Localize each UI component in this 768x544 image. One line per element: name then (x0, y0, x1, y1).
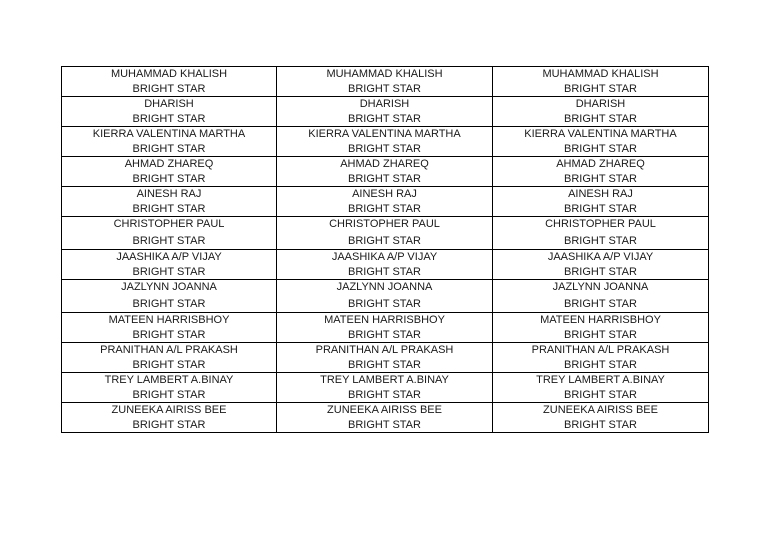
label-cell (493, 373, 709, 403)
award-title: BRIGHT STAR (564, 359, 637, 371)
student-name: MATEEN HARRISBHOY (108, 314, 230, 326)
award-title: BRIGHT STAR (132, 329, 206, 341)
label-cell (493, 157, 709, 187)
label-cell (493, 280, 709, 313)
student-name: CHRISTOPHER PAUL (545, 218, 656, 230)
student-name: AHMAD ZHAREQ (556, 158, 645, 170)
student-name: PRANITHAN A/L PRAKASH (531, 344, 670, 356)
award-title: BRIGHT STAR (348, 113, 421, 125)
award-title: BRIGHT STAR (348, 143, 421, 155)
label-cell (62, 373, 277, 403)
award-title: BRIGHT STAR (564, 329, 637, 341)
award-title: BRIGHT STAR (348, 83, 421, 95)
table-row (62, 127, 709, 157)
award-title: BRIGHT STAR (348, 359, 421, 371)
award-title: BRIGHT STAR (132, 143, 206, 155)
student-name: AHMAD ZHAREQ (340, 158, 429, 170)
table-row (62, 217, 709, 250)
student-name: JAASHIKA A/P VIJAY (547, 251, 654, 263)
label-cell (493, 250, 709, 280)
award-title: BRIGHT STAR (564, 266, 637, 278)
award-title: BRIGHT STAR (348, 419, 421, 431)
table-row (62, 157, 709, 187)
award-title: BRIGHT STAR (564, 113, 637, 125)
student-name: ZUNEEKA AIRISS BEE (543, 404, 658, 416)
award-title: BRIGHT STAR (132, 113, 206, 125)
award-title: BRIGHT STAR (564, 203, 637, 215)
award-title: BRIGHT STAR (132, 389, 206, 401)
student-name: DHARISH (144, 98, 194, 110)
label-cell (62, 127, 277, 157)
label-cell (277, 157, 493, 187)
student-name: AHMAD ZHAREQ (124, 158, 214, 170)
student-name: AINESH RAJ (352, 188, 417, 200)
student-name: DHARISH (575, 98, 626, 110)
label-cell (493, 127, 709, 157)
student-name: JAASHIKA A/P VIJAY (331, 251, 438, 263)
student-name: AINESH RAJ (136, 188, 202, 200)
award-title: BRIGHT STAR (348, 389, 421, 401)
award-title: BRIGHT STAR (348, 329, 421, 341)
student-name: PRANITHAN A/L PRAKASH (100, 344, 238, 356)
student-name: MUHAMMAD KHALISH (110, 68, 228, 80)
award-title: BRIGHT STAR (564, 419, 637, 431)
label-cell (493, 403, 709, 433)
certificate-label-table (61, 66, 709, 433)
label-cell (277, 313, 493, 343)
award-title: BRIGHT STAR (132, 83, 206, 95)
award-title: BRIGHT STAR (564, 389, 637, 401)
table-row (62, 97, 709, 127)
award-title: BRIGHT STAR (564, 298, 637, 310)
award-title: BRIGHT STAR (564, 83, 637, 95)
label-cell (62, 187, 277, 217)
label-cell (277, 187, 493, 217)
label-cell (277, 250, 493, 280)
label-cell (277, 373, 493, 403)
table-row (62, 280, 709, 313)
student-name: MATEEN HARRISBHOY (540, 314, 661, 326)
award-title: BRIGHT STAR (348, 203, 421, 215)
student-name: JAZLYNN JOANNA (336, 281, 433, 293)
award-title: BRIGHT STAR (132, 203, 206, 215)
award-title: BRIGHT STAR (132, 419, 206, 431)
label-cell (493, 67, 709, 97)
student-name: TREY LAMBERT A.BINAY (536, 374, 665, 386)
label-cell (62, 217, 277, 250)
award-title: BRIGHT STAR (132, 173, 206, 185)
table-row (62, 373, 709, 403)
student-name: PRANITHAN A/L PRAKASH (315, 344, 454, 356)
award-title: BRIGHT STAR (348, 298, 421, 310)
label-cell (277, 67, 493, 97)
award-title: BRIGHT STAR (348, 266, 421, 278)
student-name: AINESH RAJ (568, 188, 633, 200)
student-name: KIERRA VALENTINA MARTHA (92, 128, 246, 140)
student-name: CHRISTOPHER PAUL (113, 218, 225, 230)
label-cell (493, 343, 709, 373)
table-row (62, 250, 709, 280)
label-cell (277, 403, 493, 433)
student-name: ZUNEEKA AIRISS BEE (111, 404, 227, 416)
table-row (62, 313, 709, 343)
award-title: BRIGHT STAR (132, 235, 206, 247)
label-cell (277, 280, 493, 313)
table-body (62, 67, 709, 433)
student-name: ZUNEEKA AIRISS BEE (327, 404, 442, 416)
award-title: BRIGHT STAR (132, 266, 206, 278)
label-cell (277, 343, 493, 373)
award-title: BRIGHT STAR (564, 173, 637, 185)
student-name: JAZLYNN JOANNA (121, 281, 217, 293)
student-name: MUHAMMAD KHALISH (326, 68, 443, 80)
label-cell (62, 67, 277, 97)
table-row (62, 343, 709, 373)
label-cell (493, 217, 709, 250)
student-name: JAZLYNN JOANNA (552, 281, 649, 293)
label-cell (62, 343, 277, 373)
award-title: BRIGHT STAR (132, 359, 206, 371)
label-cell (493, 187, 709, 217)
label-cell (62, 313, 277, 343)
label-cell (62, 280, 277, 313)
student-name: MUHAMMAD KHALISH (542, 68, 659, 80)
label-cell (277, 97, 493, 127)
label-cell (493, 313, 709, 343)
student-name: KIERRA VALENTINA MARTHA (308, 128, 461, 140)
student-name: KIERRA VALENTINA MARTHA (524, 128, 677, 140)
student-name: TREY LAMBERT A.BINAY (320, 374, 449, 386)
label-cell (277, 127, 493, 157)
label-cell (493, 97, 709, 127)
award-title: BRIGHT STAR (564, 143, 637, 155)
award-title: BRIGHT STAR (132, 298, 206, 310)
student-name: CHRISTOPHER PAUL (329, 218, 440, 230)
label-cell (62, 250, 277, 280)
student-name: MATEEN HARRISBHOY (324, 314, 445, 326)
student-name: JAASHIKA A/P VIJAY (116, 251, 222, 263)
label-cell (277, 217, 493, 250)
label-cell (62, 157, 277, 187)
student-name: DHARISH (359, 98, 410, 110)
table-row (62, 403, 709, 433)
table-row (62, 67, 709, 97)
award-title: BRIGHT STAR (348, 173, 421, 185)
table-row (62, 187, 709, 217)
award-title: BRIGHT STAR (564, 235, 637, 247)
award-title: BRIGHT STAR (348, 235, 421, 247)
label-cell (62, 403, 277, 433)
label-cell (62, 97, 277, 127)
student-name: TREY LAMBERT A.BINAY (104, 374, 234, 386)
